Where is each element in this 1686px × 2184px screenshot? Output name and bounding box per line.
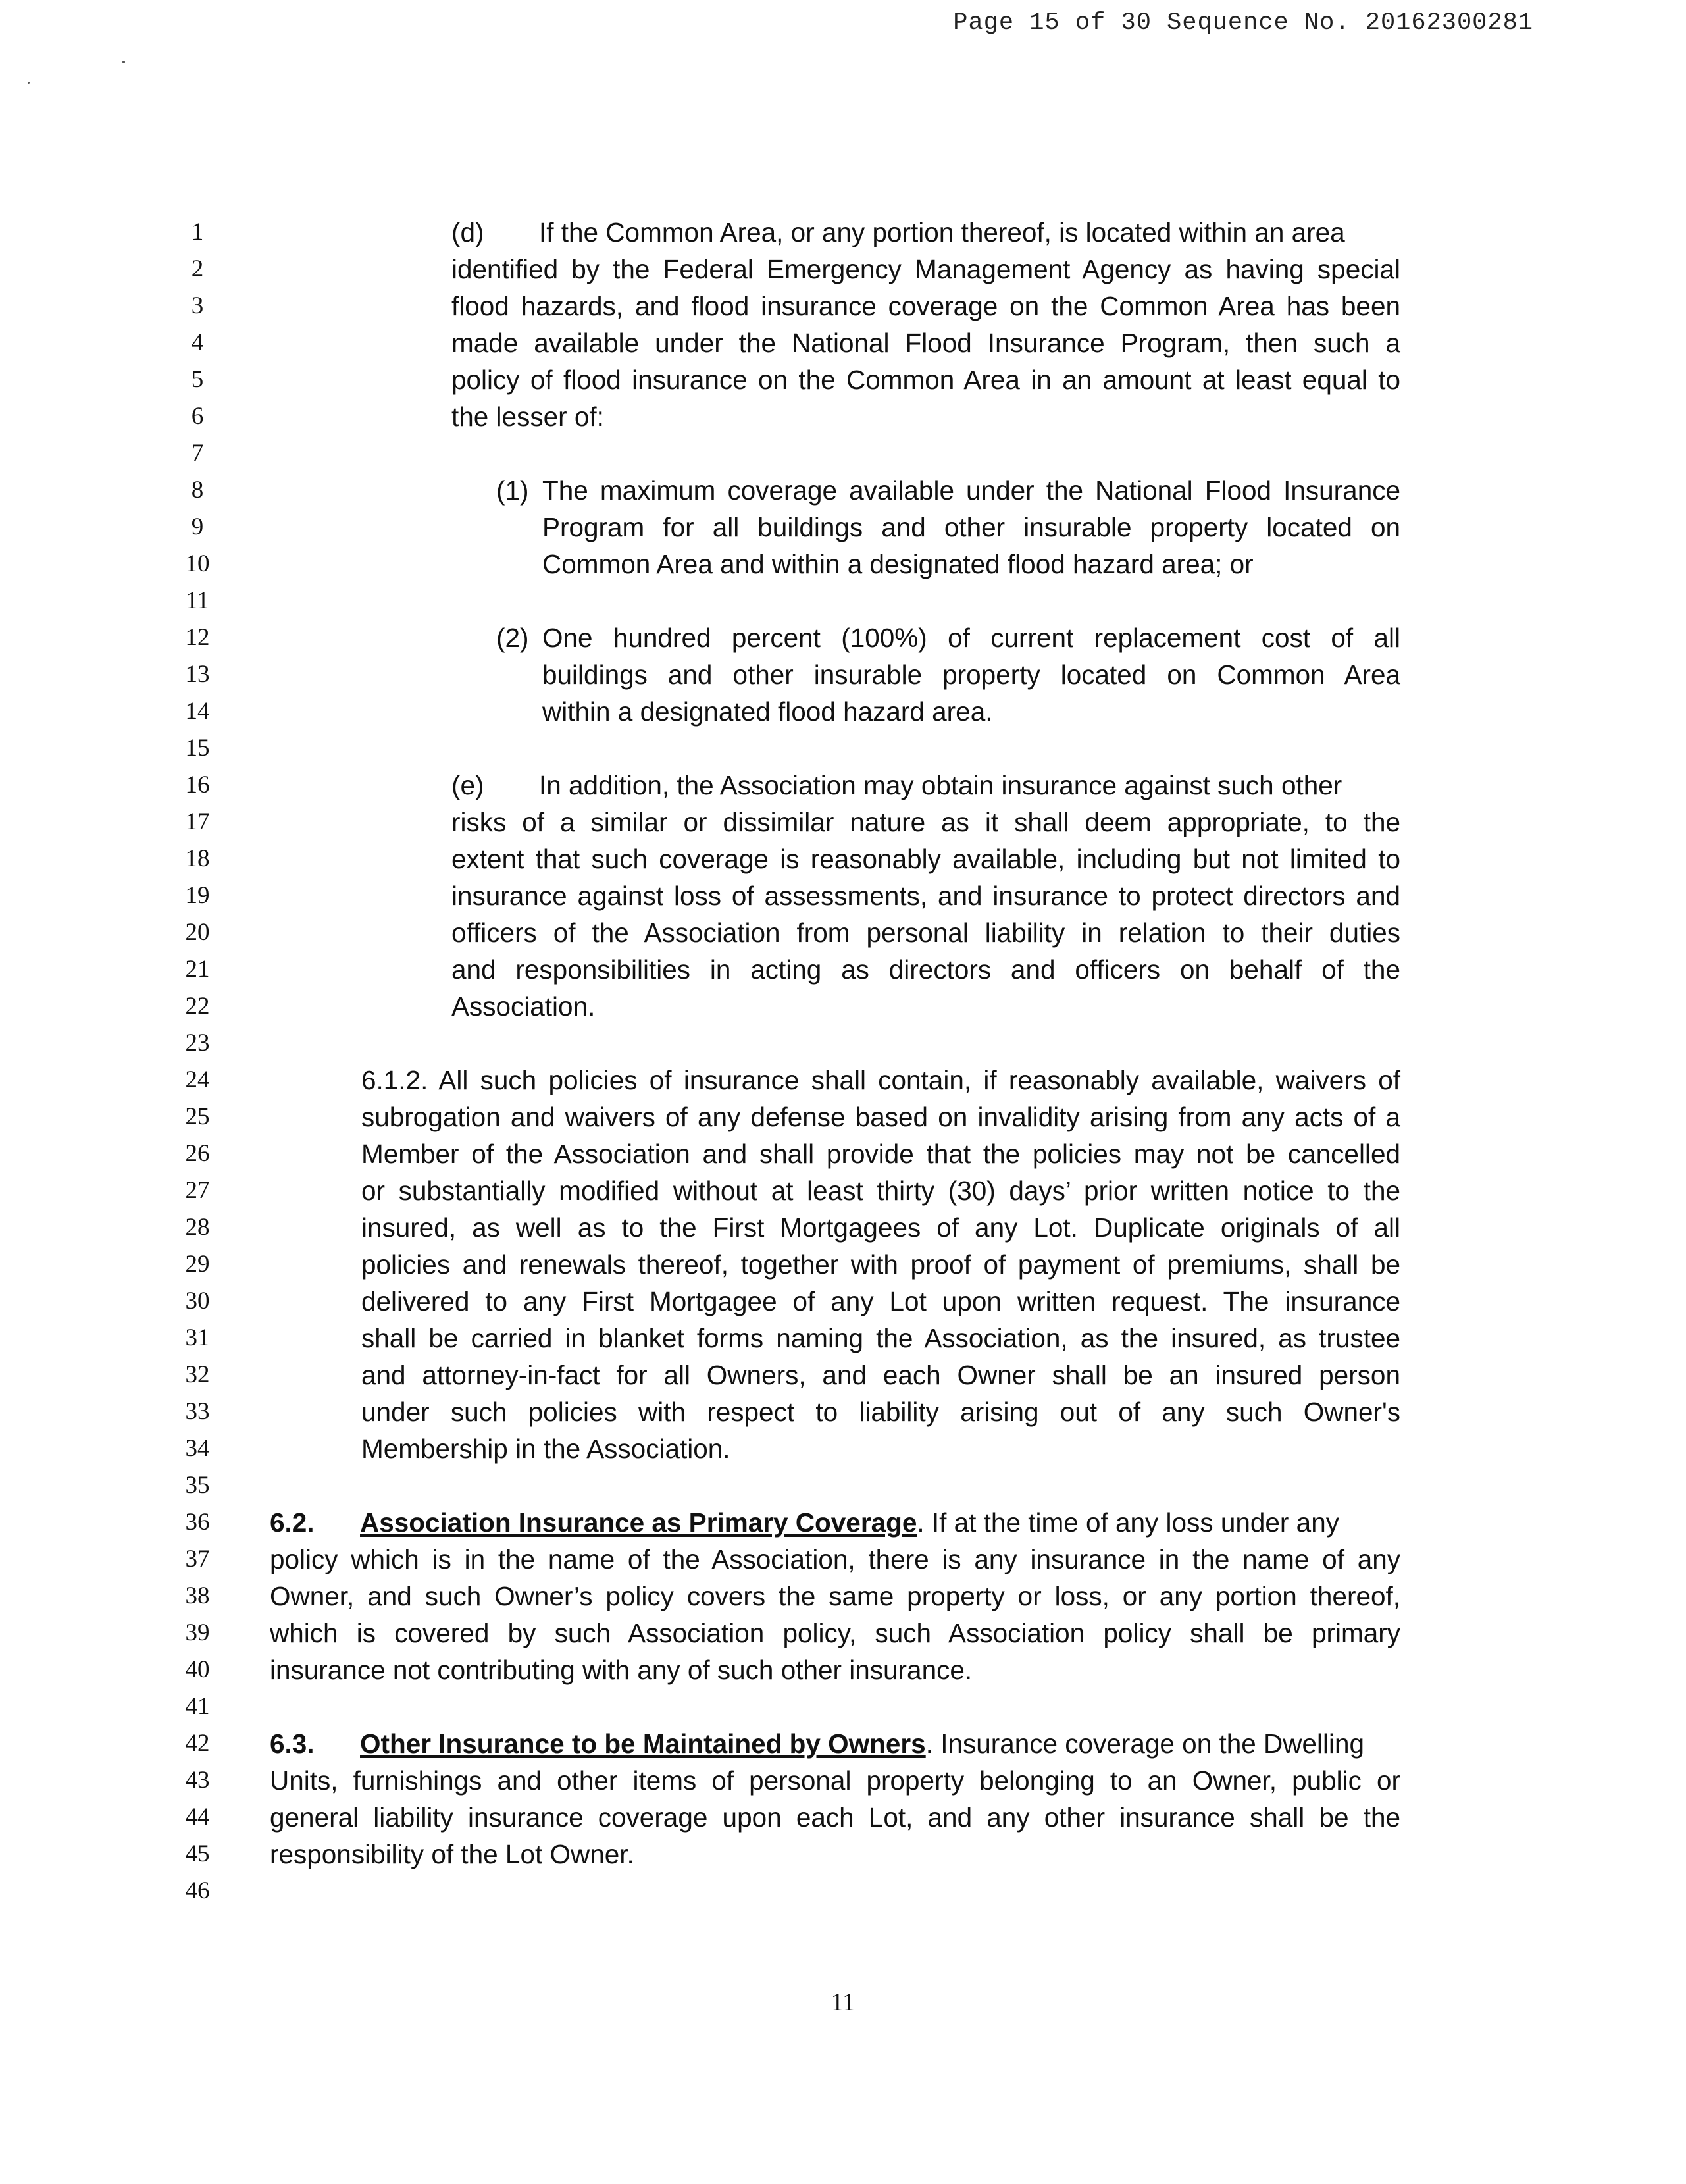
line-number: 22 <box>185 993 210 1020</box>
line-number: 2 <box>191 255 204 282</box>
line-number: 32 <box>185 1361 210 1388</box>
sec-62-line-4: which is covered by such Association policy, such Association policy shall be primary <box>270 1618 1400 1648</box>
line-number: 11 <box>186 587 209 614</box>
line-number: 18 <box>185 845 210 872</box>
para-d-line-2: identified by the Federal Emergency Management Agency as having special <box>451 254 1400 284</box>
line-number: 26 <box>185 1140 210 1167</box>
line-number: 15 <box>185 735 210 762</box>
para-e-line-7: Association. <box>451 991 596 1022</box>
sec-63-title: Other Insurance to be Maintained by Owners <box>360 1729 926 1759</box>
item-2-line-3: within a designated flood hazard area. <box>542 696 993 727</box>
para-e-line-1 <box>451 767 1400 804</box>
line-number: 17 <box>185 808 210 835</box>
sec-612-line-6: policies and renewals thereof, together with proof of payment of premiums, shall be <box>361 1249 1400 1280</box>
page-number: 11 <box>830 1989 856 2016</box>
para-e-label: (e) <box>451 770 484 800</box>
line-number: 29 <box>185 1251 210 1278</box>
sec-612-line-8: shall be carried in blanket forms naming the Association, as the insured, as trustee <box>361 1323 1400 1353</box>
scan-speck <box>122 61 125 63</box>
line-number: 35 <box>185 1472 210 1499</box>
sec-63-line-4: responsibility of the Lot Owner. <box>270 1839 634 1869</box>
sec-62-line-1 <box>270 1504 1400 1541</box>
line-number: 44 <box>185 1804 210 1831</box>
line-number: 14 <box>185 698 210 725</box>
para-e-line-2: risks of a similar or dissimilar nature as it shall deem appropriate, to the <box>451 807 1400 837</box>
line-number: 24 <box>185 1066 210 1093</box>
line-number: 1 <box>191 219 204 246</box>
line-number: 4 <box>191 329 204 356</box>
line-number: 31 <box>185 1324 210 1351</box>
sec-63-number: 6.3. <box>270 1729 315 1759</box>
para-e-line-6: and responsibilities in acting as directors and officers on behalf of the <box>451 954 1400 985</box>
line-number: 12 <box>185 624 210 651</box>
para-e-line-4: insurance against loss of assessments, and insurance to protect directors and <box>451 881 1400 911</box>
item-2-line-1: One hundred percent (100%) of current replacement cost of all <box>542 623 1400 653</box>
line-number: 40 <box>185 1656 210 1683</box>
line-number: 45 <box>185 1840 210 1867</box>
sec-62-first-rest: . If at the time of any loss under any <box>917 1507 1339 1538</box>
item-1-label: (1) <box>496 475 529 506</box>
para-d-line-6: the lesser of: <box>451 402 604 432</box>
sec-63-line-1 <box>270 1725 1400 1762</box>
line-number: 3 <box>191 292 204 319</box>
sec-612-line-1: 6.1.2. All such policies of insurance shall contain, if reasonably available, waivers of <box>361 1065 1400 1095</box>
sec-62-line-3: Owner, and such Owner’s policy covers the same property or loss, or any portion thereof, <box>270 1581 1400 1611</box>
line-number: 34 <box>185 1435 210 1462</box>
line-number: 5 <box>191 366 204 393</box>
line-number: 9 <box>191 513 204 540</box>
sec-612-line-10: under such policies with respect to liability arising out of any such Owner's <box>361 1397 1400 1427</box>
line-number: 33 <box>185 1398 210 1425</box>
scan-speck <box>28 82 30 84</box>
line-number: 39 <box>185 1619 210 1646</box>
para-e-line-5: officers of the Association from personal liability in relation to their duties <box>451 918 1400 948</box>
sec-612-line-2: subrogation and waivers of any defense based on invalidity arising from any acts of a <box>361 1102 1400 1132</box>
para-d-line-1 <box>451 214 1400 251</box>
line-number: 19 <box>185 882 210 909</box>
page-header: Page 15 of 30 Sequence No. 20162300281 <box>953 9 1533 37</box>
line-number: 16 <box>185 771 210 798</box>
item-2-label: (2) <box>496 623 529 653</box>
item-2-line-2: buildings and other insurable property located on Common Area <box>542 660 1400 690</box>
sec-62-line-5: insurance not contributing with any of such other insurance. <box>270 1655 973 1685</box>
para-e-text: In addition, the Association may obtain insurance against such other <box>539 770 1342 800</box>
line-number: 27 <box>185 1177 210 1204</box>
line-number: 46 <box>185 1877 210 1904</box>
sec-63-line-2: Units, furnishings and other items of personal property belonging to an Owner, public or <box>270 1765 1400 1796</box>
line-number: 23 <box>185 1029 210 1056</box>
sec-612-line-3: Member of the Association and shall provide that the policies may not be cancelled <box>361 1139 1400 1169</box>
para-d-label: (d) <box>451 217 484 247</box>
line-number: 7 <box>191 440 204 467</box>
sec-612-line-4: or substantially modified without at least thirty (30) days’ prior written notice to the <box>361 1176 1400 1206</box>
item-1-line-1: The maximum coverage available under the National Flood Insurance <box>542 475 1400 506</box>
sec-63-first-rest: . Insurance coverage on the Dwelling <box>925 1729 1365 1759</box>
item-1-line-2: Program for all buildings and other insurable property located on <box>542 512 1400 542</box>
line-number: 8 <box>191 477 204 504</box>
line-number: 38 <box>185 1582 210 1609</box>
line-number: 10 <box>185 550 210 577</box>
line-number: 43 <box>185 1767 210 1794</box>
line-number: 30 <box>185 1287 210 1314</box>
sec-612-line-7: delivered to any First Mortgagee of any Lot upon written request. The insurance <box>361 1286 1400 1316</box>
line-number: 28 <box>185 1214 210 1241</box>
line-number: 42 <box>185 1730 210 1757</box>
sec-62-line-2: policy which is in the name of the Association, there is any insurance in the name of any <box>270 1544 1400 1574</box>
line-number: 41 <box>185 1693 210 1720</box>
sec-612-line-11: Membership in the Association. <box>361 1434 730 1464</box>
line-number: 6 <box>191 403 204 430</box>
sec-62-number: 6.2. <box>270 1507 315 1538</box>
sec-612-line-5: insured, as well as to the First Mortgagees of any Lot. Duplicate originals of all <box>361 1212 1400 1243</box>
line-number: 36 <box>185 1509 210 1536</box>
sec-612-line-9: and attorney-in-fact for all Owners, and each Owner shall be an insured person <box>361 1360 1400 1390</box>
item-1-line-3: Common Area and within a designated flood hazard area; or <box>542 549 1254 579</box>
para-d-line-5: policy of flood insurance on the Common Area in an amount at least equal to <box>451 365 1400 395</box>
para-d-line-3: flood hazards, and flood insurance coverage on the Common Area has been <box>451 291 1400 321</box>
line-number: 25 <box>185 1103 210 1130</box>
line-number: 20 <box>185 919 210 946</box>
para-e-line-3: extent that such coverage is reasonably available, including but not limited to <box>451 844 1400 874</box>
line-number: 13 <box>185 661 210 688</box>
line-number: 37 <box>185 1546 210 1573</box>
sec-63-line-3: general liability insurance coverage upon each Lot, and any other insurance shall be the <box>270 1802 1400 1833</box>
para-d-text: If the Common Area, or any portion thereof, is located within an area <box>539 217 1345 247</box>
para-d-line-4: made available under the National Flood Insurance Program, then such a <box>451 328 1400 358</box>
sec-62-title: Association Insurance as Primary Coverage <box>360 1507 917 1538</box>
line-number: 21 <box>185 956 210 983</box>
